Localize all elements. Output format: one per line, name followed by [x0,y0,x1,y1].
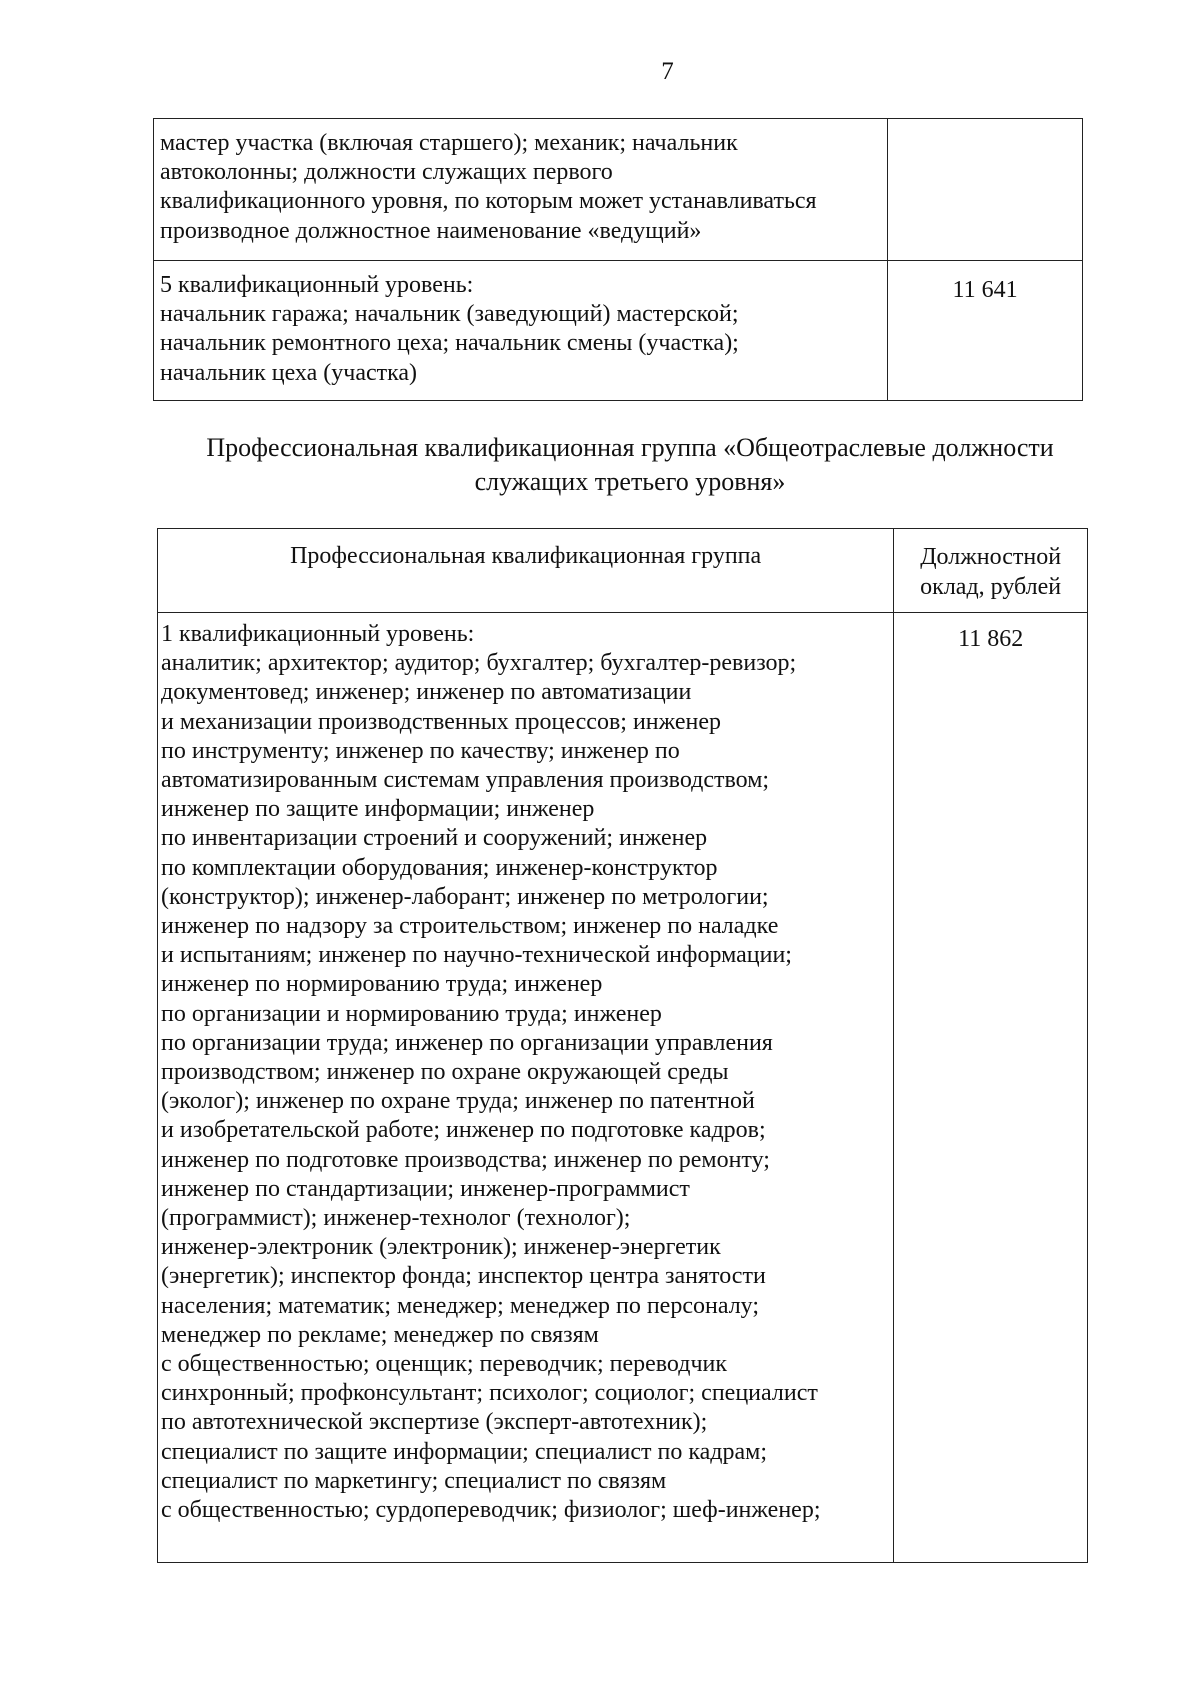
text-line: синхронный; профконсультант; психолог; социолог; специалист [161,1380,818,1407]
text-line: по организации и нормированию труда; инженер [161,1000,662,1027]
salary-value: 11 862 [958,626,1024,652]
text-line: аналитик; архитектор; аудитор; бухгалтер; бухгалтер-ревизор; [161,650,797,677]
text-line: по инвентаризации строений и сооружений; инженер [161,825,708,852]
text-line: (эколог); инженер по охране труда; инженер по патентной [161,1088,755,1115]
text-line: документовед; инженер; инженер по автоматизации [161,679,692,706]
header-cell-salary [894,529,1088,613]
salary-cell [888,261,1083,401]
text-line: и испытаниям; инженер по научно-технической информации; [161,942,792,969]
column-header: оклад, рублей [920,574,1062,600]
salary-table [157,528,1088,1563]
text-line: инженер-электроник (электроник); инженер-энергетик [161,1234,721,1261]
section-title-line: Профессиональная квалификационная группа «Общеотраслевые должности [206,433,1054,462]
text-line: автоколонны; должности служащих первого [160,159,613,186]
column-header: Профессиональная квалификационная группа [290,543,762,569]
text-line: начальник гаража; начальник (заведующий) мастерской; [160,301,739,328]
text-line: мастер участка (включая старшего); механик; начальник [160,130,738,156]
text-line: квалификационного уровня, по которым может устанавливаться [160,188,817,215]
text-line: по комплектации оборудования; инженер-конструктор [161,854,718,881]
text-line: автоматизированным системам управления производством; [161,767,770,794]
qualification-cell [154,119,888,261]
salary-value: 11 641 [952,277,1018,303]
text-line: по инструменту; инженер по качеству; инженер по [161,737,680,764]
text-line: (программист); инженер-технолог (технолог); [161,1205,631,1232]
text-line: специалист по маркетингу; специалист по связям [161,1467,667,1494]
text-line: населения; математик; менеджер; менеджер по персоналу; [161,1292,760,1319]
section-title-line: служащих третьего уровня» [474,467,786,496]
salary-value [888,119,1082,134]
salary-cell [894,613,1088,1563]
text-line: 5 квалификационный уровень: [160,272,474,298]
text-line: специалист по защите информации; специалист по кадрам; [161,1438,768,1465]
text-line: начальник цеха (участка) [160,359,418,386]
section-title [160,431,1100,499]
text-line: производное должностное наименование «ведущий» [160,217,702,244]
salary-table-continued [153,118,1083,401]
text-line: (энергетик); инспектор фонда; инспектор центра занятости [161,1263,766,1290]
text-line: (конструктор); инженер-лаборант; инженер по метрологии; [161,883,769,910]
text-line: менеджер по рекламе; менеджер по связям [161,1321,599,1348]
text-line: 1 квалификационный уровень: [161,621,475,647]
table-row [154,261,1083,401]
text-line: с общественностью; оценщик; переводчик; переводчик [161,1351,728,1378]
qualification-cell [158,613,894,1563]
text-line: инженер по подготовке производства; инженер по ремонту; [161,1146,770,1173]
text-line: инженер по защите информации; инженер [161,796,595,823]
page-number: 7 [661,58,674,85]
salary-cell [888,119,1083,261]
text-line: производством; инженер по охране окружающей среды [161,1059,729,1086]
header-cell-group [158,529,894,613]
table-row [154,119,1083,261]
text-line: инженер по нормированию труда; инженер [161,971,603,998]
text-line: инженер по надзору за строительством; инженер по наладке [161,913,779,940]
text-line: по автотехнической экспертизе (эксперт-автотехник); [161,1409,708,1436]
column-header: Должностной [920,544,1062,570]
text-line: и механизации производственных процессов; инженер [161,708,722,735]
qualification-text [158,613,893,1525]
text-line: по организации труда; инженер по организации управления [161,1029,773,1056]
text-line: начальник ремонтного цеха; начальник смены (участка); [160,330,739,357]
qualification-cell [154,261,888,401]
text-line: инженер по стандартизации; инженер-программист [161,1175,690,1202]
text-line: с общественностью; сурдопереводчик; физиолог; шеф-инженер; [161,1497,821,1524]
table-row [158,613,1088,1563]
text-line: и изобретательской работе; инженер по подготовке кадров; [161,1117,766,1144]
table-header-row [158,529,1088,613]
